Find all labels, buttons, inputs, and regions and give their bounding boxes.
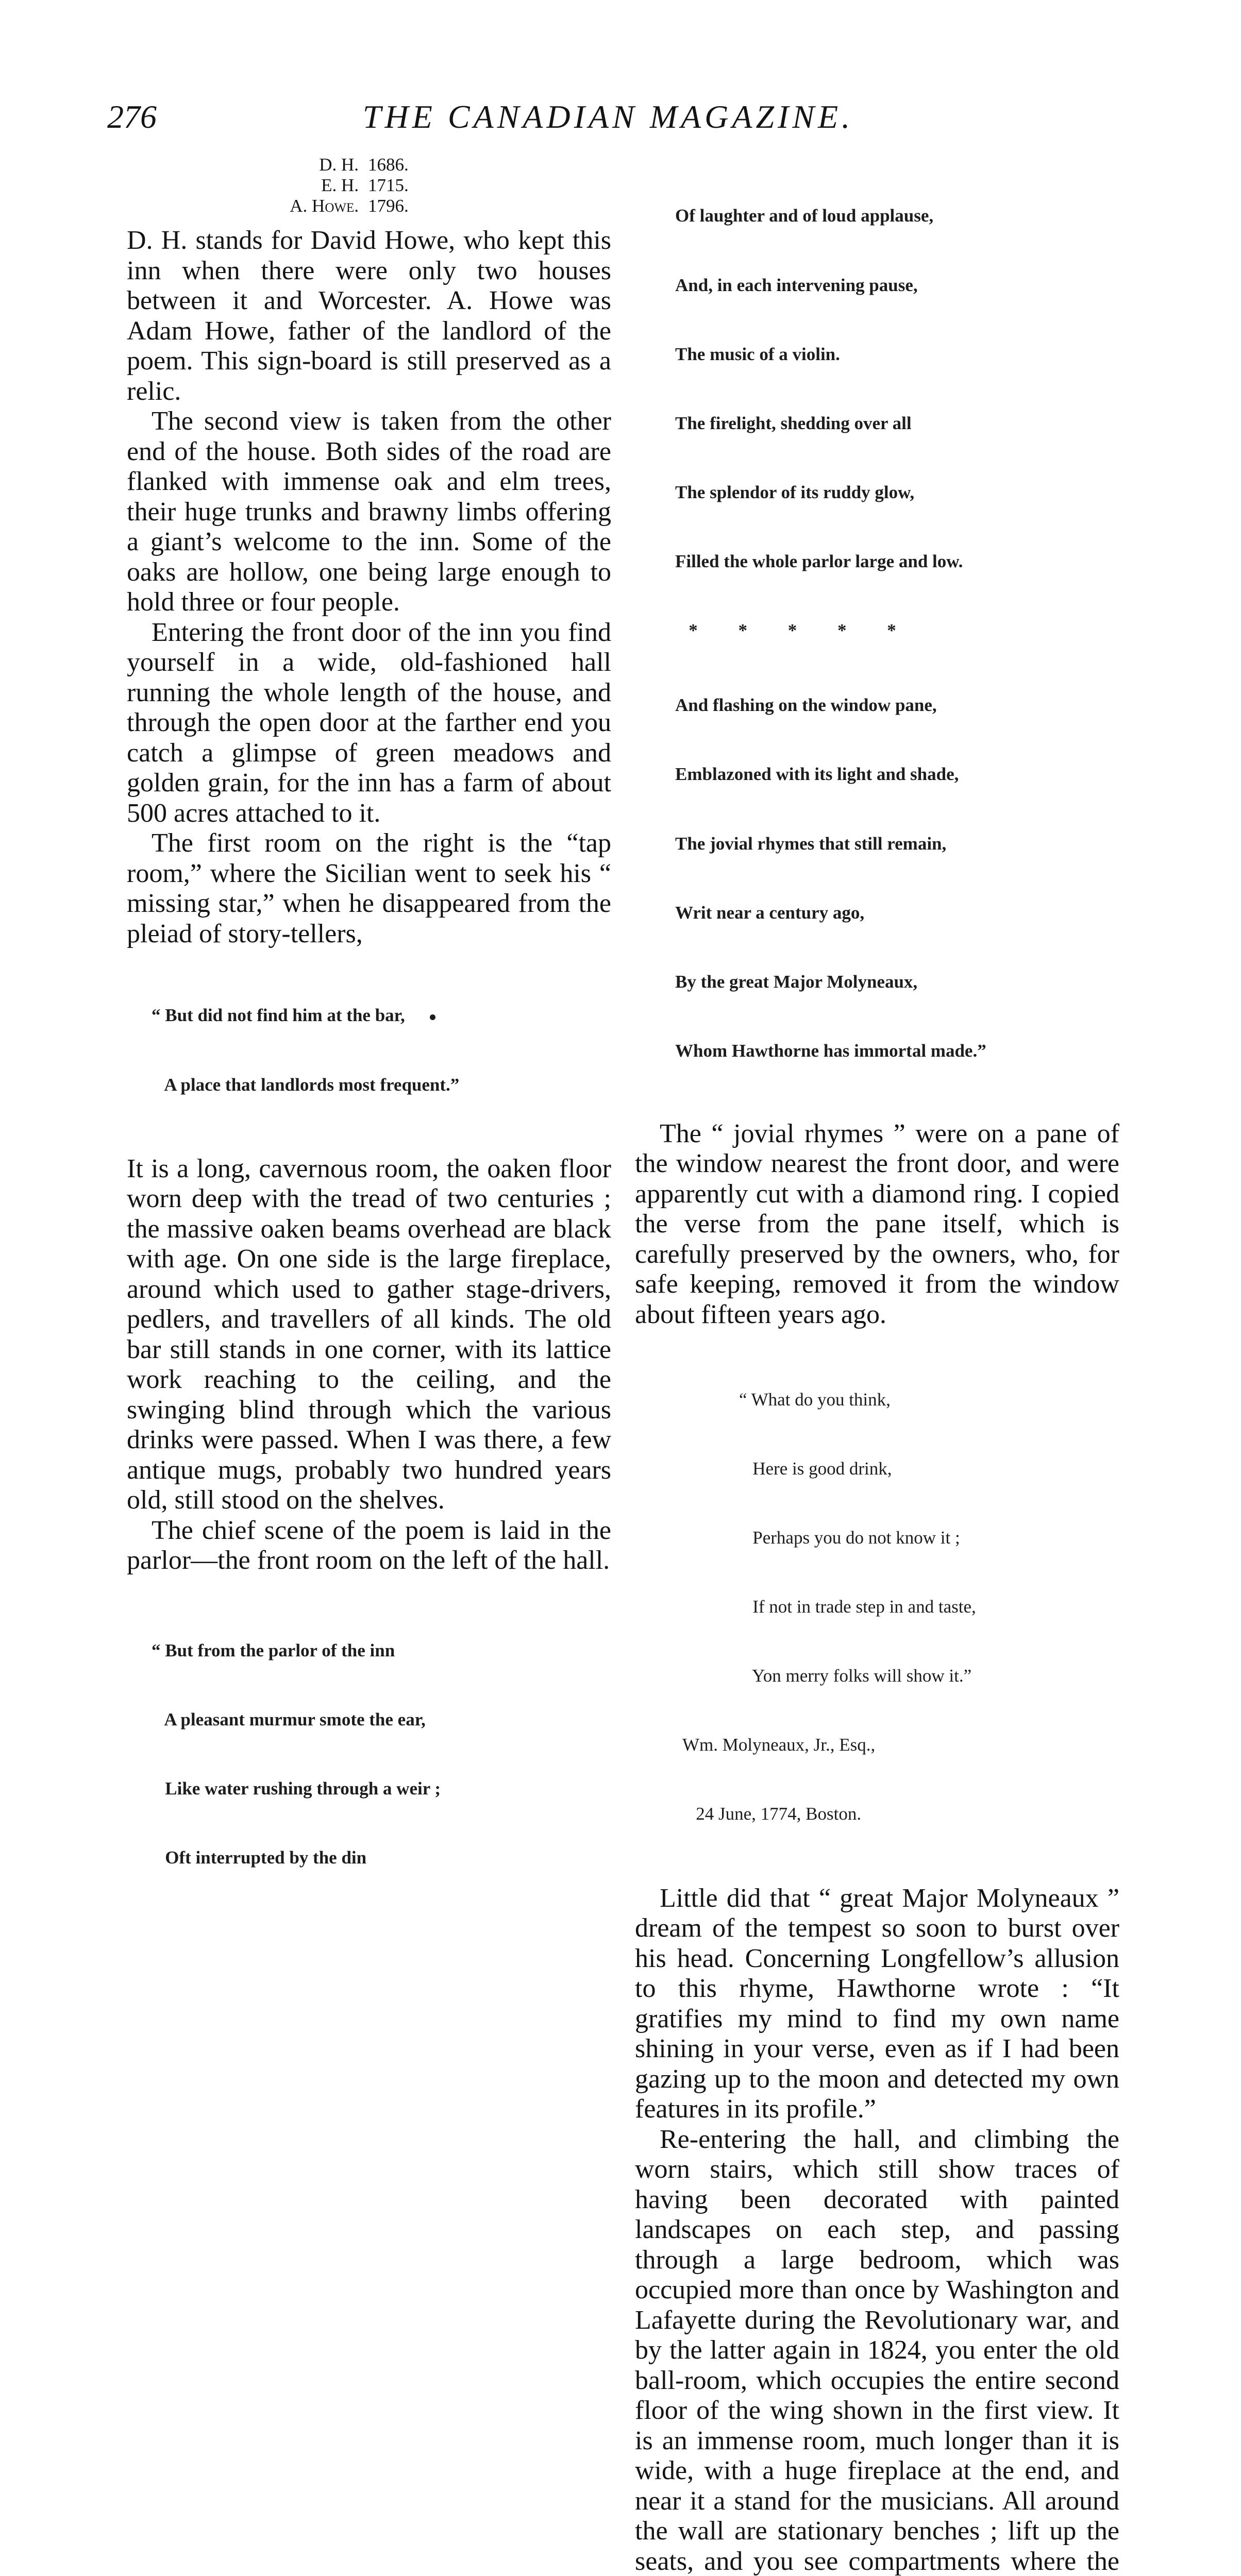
paragraph: It is a long, cavernous room, the oaken floor worn deep with the tread of two centuries ; the massive oaken beams overhead are black with age. On one side is the large fireplace, around which used to gather stage-drivers, pedlers, and travellers of all kinds. The old bar still stands in one corner, with its lattice work reaching to the ceiling, and the swinging blind through which the various drinks were passed. When I was there, a few antique mugs, probably two hundred years old, still stood on the shelves. [127, 1154, 611, 1516]
verse-line: Yon merry folks will show it.” [682, 1665, 1119, 1688]
verse-line: Oft interrupted by the din [152, 1846, 611, 1870]
verse-quote [682, 1342, 1119, 1872]
verse-ellipsis: * * * * * [675, 619, 1119, 648]
page-header [0, 98, 1241, 139]
paragraph: The chief scene of the poem is laid in the parlor—the front room on the left of the hall. [127, 1516, 611, 1576]
signboard-line: A. Howe. 1796. [281, 196, 611, 216]
verse-line: The splendor of its ruddy glow, [675, 481, 1119, 504]
left-column [127, 155, 611, 1916]
verse-line: Emblazoned with its light and shade, [675, 763, 1119, 786]
verse-line: “ But did not find him at the bar, [152, 1004, 611, 1027]
verse-line: Like water rushing through a weir ; [152, 1777, 611, 1801]
running-title: THE CANADIAN MAGAZINE. [196, 98, 1020, 136]
paragraph: Little did that “ great Major Molyneaux ” dream of the tempest so soon to burst over his head. Concerning Longfellow’s allusion to this rhyme, Hawthorne wrote : “It gratifies my mind to find my own name shining in your verse, even as if I had been gazing up to the moon and detected my own features in its profile.” [635, 1884, 1119, 2125]
verse-line: A place that landlords most frequent.” [152, 1074, 611, 1097]
signboard-line: D. H. 1686. [281, 155, 611, 175]
verse-line: Filled the whole parlor large and low. [675, 550, 1119, 573]
paragraph: D. H. stands for David Howe, who kept this inn when there were only two houses between it and Worcester. A. Howe was Adam Howe, father of the landlord of the poem. This sign-board is still preserved as a relic. [127, 226, 611, 406]
verse-line: By the great Major Molyneaux, [675, 971, 1119, 994]
verse-line: If not in trade step in and taste, [682, 1596, 1119, 1619]
right-column [635, 155, 1119, 2576]
verse-line: The firelight, shedding over all [675, 412, 1119, 435]
verse-quote [152, 958, 611, 1143]
verse-line: Writ near a century ago, [675, 902, 1119, 925]
paragraph: The second view is taken from the other end of the house. Both sides of the road are flanked with immense oak and elm trees, their huge trunks and brawny limbs offering a giant’s welcome to the inn. Some of the oaks are hollow, one being large enough to hold three or four people. [127, 406, 611, 618]
paragraph: The first room on the right is the “tap room,” where the Sicilian went to seek his “ missing star,” when he disappeared from the pleiad of story-tellers, [127, 828, 611, 949]
verse-line: And, in each intervening pause, [675, 274, 1119, 297]
verse-date: 24 June, 1774, Boston. [682, 1803, 1119, 1826]
paragraph: Entering the front door of the inn you find yourself in a wide, old-fashioned hall running the whole length of the house, and through the open door at the farther end you catch a glimpse of green meadows and golden grain, for the inn has a farm of about 500 acres attached to it. [127, 618, 611, 829]
signboard-inscription [281, 155, 611, 216]
verse-line: “ What do you think, [682, 1388, 1119, 1412]
page-number: 276 [107, 98, 157, 136]
verse-line: Here is good drink, [682, 1458, 1119, 1481]
verse-signature: Wm. Molyneaux, Jr., Esq., [682, 1734, 1119, 1757]
verse-line: Whom Hawthorne has immortal made.” [675, 1040, 1119, 1063]
verse-quote [675, 159, 1119, 1109]
paragraph: Re-entering the hall, and climbing the worn stairs, which still show traces of having been decorated with painted landscapes on each step, and passing through a large bedroom, which was occupied more than once by Washington and Lafayette during the Revolutionary war, and by the latter again in 1824, you enter the old ball-room, which occupies the entire second floor of the wing shown in the first view. It is an immense room, much longer than it is wide, with a huge fireplace at the end, and near it a stand for the musicians. All around the wall are stationary benches ; lift up the seats, and you see compartments where the [635, 2125, 1119, 2576]
verse-line: And flashing on the window pane, [675, 694, 1119, 717]
verse-line: Of laughter and of loud applause, [675, 205, 1119, 228]
verse-line: Perhaps you do not know it ; [682, 1527, 1119, 1550]
ink-dot [430, 1014, 435, 1020]
verse-line: A pleasant murmur smote the ear, [152, 1708, 611, 1732]
verse-line: “ But from the parlor of the inn [152, 1639, 611, 1663]
verse-line: The jovial rhymes that still remain, [675, 833, 1119, 856]
verse-line: The music of a violin. [675, 343, 1119, 366]
paragraph: The “ jovial rhymes ” were on a pane of the window nearest the front door, and were apparently cut with a diamond ring. I copied the verse from the pane itself, which is carefully preserved by the owners, who, for safe keeping, removed it from the window about fifteen years ago. [635, 1119, 1119, 1330]
verse-quote [152, 1594, 611, 1916]
signboard-line: E. H. 1715. [281, 175, 611, 196]
